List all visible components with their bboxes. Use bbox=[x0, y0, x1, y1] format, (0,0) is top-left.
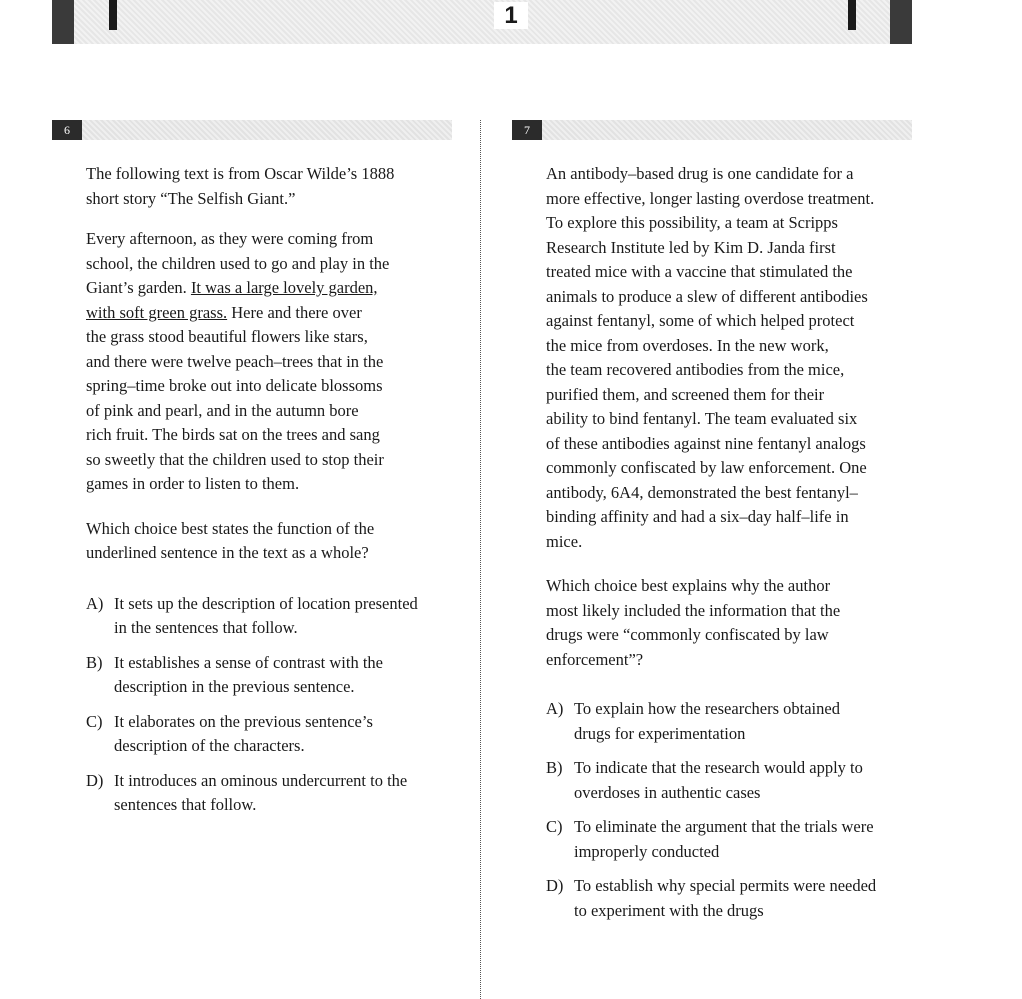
passage-line: against fentanyl, some of which helped protect bbox=[546, 311, 855, 330]
intro-text bbox=[86, 162, 466, 211]
choice-line: in the sentences that follow. bbox=[114, 618, 298, 637]
passage-line: ability to bind fentanyl. The team evaluated six bbox=[546, 409, 858, 428]
question-6-number: 6 bbox=[52, 120, 82, 140]
choice-line: overdoses in authentic cases bbox=[574, 782, 761, 802]
question-line: underlined sentence in the text as a whole? bbox=[86, 543, 369, 562]
choice-line: improperly conducted bbox=[574, 841, 720, 861]
intro-line: The following text is from Oscar Wilde’s 1888 bbox=[86, 164, 395, 183]
passage-line: school, the children used to go and play in the bbox=[86, 253, 390, 273]
choice-line: To eliminate the argument that the trials were bbox=[574, 817, 874, 836]
answer-choices bbox=[86, 592, 466, 818]
choice-b[interactable] bbox=[86, 651, 466, 700]
passage-line: so sweetly that the children used to stop their bbox=[86, 449, 384, 469]
choice-line: To explain how the researchers obtained bbox=[574, 699, 840, 718]
choice-letter: C) bbox=[86, 711, 103, 731]
passage-line: the grass stood beautiful flowers like stars, bbox=[86, 327, 368, 346]
passage bbox=[546, 162, 916, 554]
question-line: Which choice best explains why the author bbox=[546, 576, 831, 595]
question-7-bar bbox=[512, 120, 912, 140]
passage-line: An antibody–based drug is one candidate for a bbox=[546, 164, 854, 183]
question-6-bar bbox=[52, 120, 452, 140]
passage-line: antibody, 6A4, demonstrated the best fentanyl– bbox=[546, 482, 858, 502]
question-6 bbox=[86, 162, 466, 818]
choice-line: It sets up the description of location presented bbox=[114, 593, 418, 613]
choice-line: description in the previous sentence. bbox=[114, 677, 355, 696]
choice-line: sentences that follow. bbox=[114, 795, 257, 814]
passage-line: Every afternoon, as they were coming from bbox=[86, 229, 374, 248]
choice-line: description of the characters. bbox=[114, 736, 305, 755]
choice-line: To establish why special permits were needed bbox=[574, 876, 877, 895]
passage-line: Research Institute led by Kim D. Janda first bbox=[546, 237, 836, 257]
choice-line: drugs for experimentation bbox=[574, 723, 746, 743]
passage-line: animals to produce a slew of different antibodies bbox=[546, 286, 868, 306]
passage-line: binding affinity and had a six–day half–life in bbox=[546, 507, 849, 526]
underlined-sentence: with soft green grass. bbox=[86, 302, 228, 322]
passage-line: the mice from overdoses. In the new work, bbox=[546, 335, 829, 355]
choice-d[interactable] bbox=[86, 769, 466, 818]
question-line: most likely included the information that the bbox=[546, 600, 841, 620]
passage-line: rich fruit. The birds sat on the trees and sang bbox=[86, 425, 380, 444]
question-prompt bbox=[546, 574, 916, 672]
choice-letter: D) bbox=[86, 770, 104, 790]
choice-b[interactable] bbox=[546, 756, 916, 805]
question-7 bbox=[546, 162, 916, 923]
choice-letter: B) bbox=[546, 758, 563, 777]
passage-line: and there were twelve peach–trees that in the bbox=[86, 351, 384, 371]
choice-c[interactable] bbox=[86, 710, 466, 759]
choice-letter: D) bbox=[546, 876, 564, 895]
passage bbox=[86, 227, 466, 497]
passage-line: To explore this possibility, a team at Scripps bbox=[546, 213, 838, 232]
passage-line: the team recovered antibodies from the mice, bbox=[546, 360, 845, 379]
passage-line: games in order to listen to them. bbox=[86, 474, 300, 493]
choice-line: It introduces an ominous undercurrent to the bbox=[114, 770, 408, 790]
choice-line: It establishes a sense of contrast with the bbox=[114, 652, 383, 672]
choice-letter: A) bbox=[546, 699, 564, 718]
choice-line: It elaborates on the previous sentence’s bbox=[114, 711, 373, 731]
choice-a[interactable] bbox=[86, 592, 466, 641]
column-divider bbox=[480, 120, 481, 999]
choice-c[interactable] bbox=[546, 815, 916, 864]
question-7-number: 7 bbox=[512, 120, 542, 140]
underlined-sentence: It was a large lovely garden, bbox=[190, 278, 378, 297]
passage-line: Giant’s garden. bbox=[86, 278, 191, 297]
question-prompt bbox=[86, 517, 466, 566]
choice-line: to experiment with the drugs bbox=[574, 900, 764, 920]
passage-line: of pink and pearl, and in the autumn bore bbox=[86, 400, 359, 420]
passage-line: treated mice with a vaccine that stimulated the bbox=[546, 262, 853, 281]
passage-line: of these antibodies against nine fentanyl analogs bbox=[546, 433, 866, 453]
choice-letter: C) bbox=[546, 817, 563, 836]
passage-line: mice. bbox=[546, 531, 583, 551]
passage-line: more effective, longer lasting overdose treatment. bbox=[546, 188, 875, 208]
question-line: drugs were “commonly confiscated by law bbox=[546, 625, 829, 644]
question-line: Which choice best states the function of the bbox=[86, 518, 375, 538]
passage-line: commonly confiscated by law enforcement. One bbox=[546, 458, 867, 477]
passage-line: Here and there over bbox=[227, 302, 362, 322]
choice-a[interactable] bbox=[546, 697, 916, 746]
passage-line: spring–time broke out into delicate blossoms bbox=[86, 376, 383, 395]
choice-line: To indicate that the research would apply to bbox=[574, 758, 863, 777]
choice-d[interactable] bbox=[546, 874, 916, 923]
choice-letter: A) bbox=[86, 593, 104, 613]
choice-letter: B) bbox=[86, 652, 103, 672]
passage-line: purified them, and screened them for their bbox=[546, 384, 825, 404]
answer-choices bbox=[546, 697, 916, 923]
page-number: 1 bbox=[0, 0, 1022, 32]
question-line: enforcement”? bbox=[546, 649, 644, 669]
intro-line: short story “The Selfish Giant.” bbox=[86, 188, 296, 208]
